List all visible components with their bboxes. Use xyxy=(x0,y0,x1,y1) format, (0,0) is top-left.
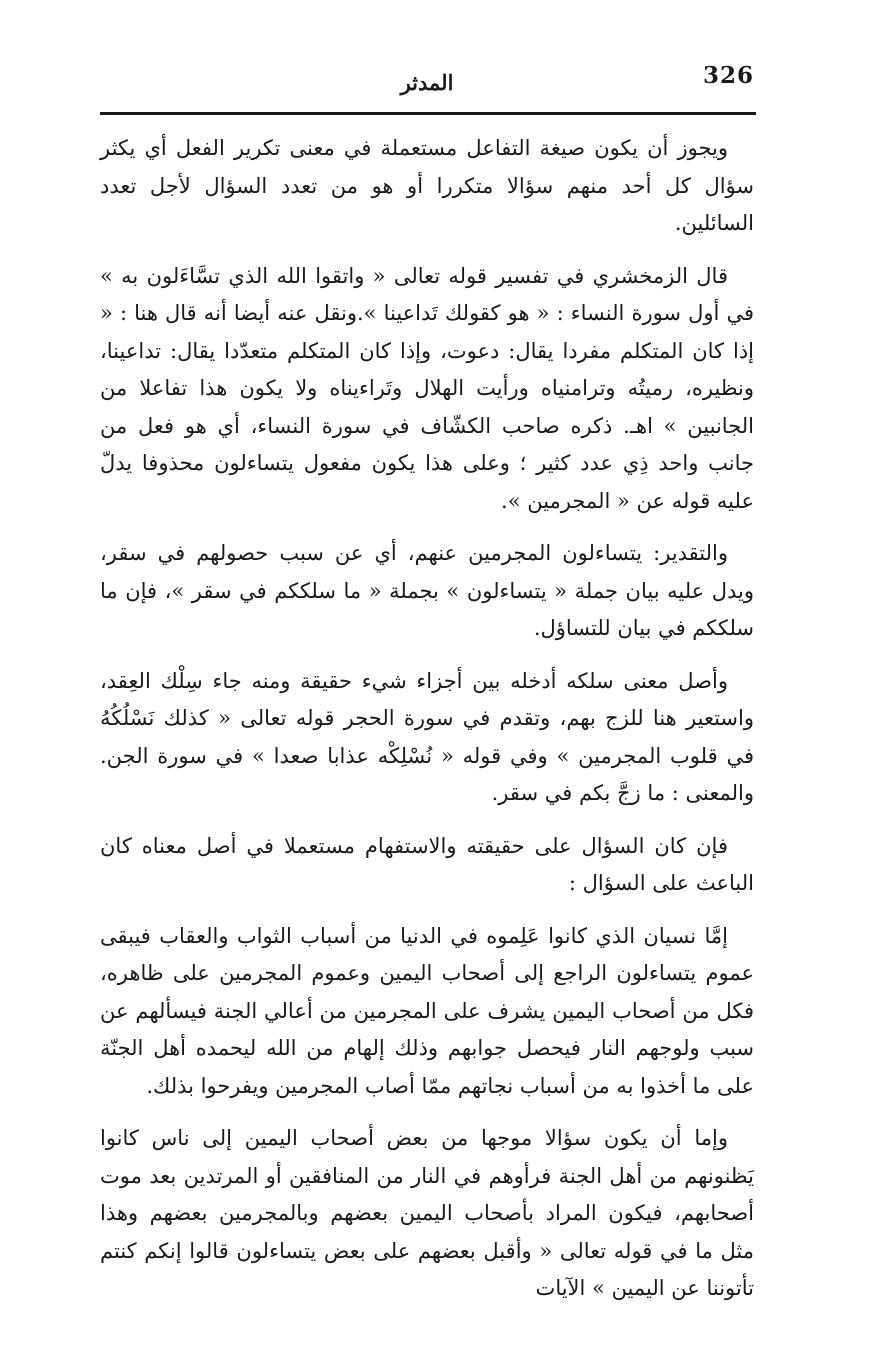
paragraph: وأصل معنى سلكه أدخله بين أجزاء شيء حقيقة ومنه جاء سِلْك العِقد، واستعير هنا للزج بهم، وتقدم في سورة الحجر قوله تعالى « كذلك نَسْلُكُهُ في قلوب المجرمين » وفي قوله « نُسْلِكْه عذابا صعدا » في سورة الجن. والمعنى : ما زجَّ بكم في سقر. xyxy=(100,668,754,805)
page-header xyxy=(100,62,754,106)
paragraph: إمَّا نسيان الذي كانوا عَلِموه في الدنيا من أسباب الثواب والعقاب فيبقى عموم يتساءلون الراجع إلى أصحاب اليمين وعموم المجرمين على ظاهره، فكل من أصحاب اليمين يشرف على المجرمين من أعالي الجنة فيسألهم عن سبب ولوجهم النار فيحصل جوابهم وذلك إلهام من الله ليحمده أهل الجنّة على ما أخذوا به من أسباب نجاتهم ممّا أصاب المجرمين ويفرحوا بذلك. xyxy=(100,923,754,1098)
page-body xyxy=(100,130,754,1323)
paragraph: ويجوز أن يكون صيغة التفاعل مستعملة في معنى تكرير الفعل أي يكثر سؤال كل أحد منهم سؤالا متكررا أو هو من تعدد السؤال لأجل تعدد السائلين. xyxy=(100,136,754,235)
paragraph: قال الزمخشري في تفسير قوله تعالى « واتقوا الله الذي تسَّاءَلون به » في أول سورة النساء : « هو كقولك تَداعينا ».ونقل عنه أيضا أنه قال هنا : « إذا كان المتكلم مفردا يقال: دعوت، وإذا كان المتكلم متعدّدا يقال: تداعينا، ونظيره، رميتُه وترامنياه ورأيت الهلال وتَراءيناه ولا يكون هذا تفاعلا من الجانبين » اهـ. ذكره صاحب الكشّاف في سورة النساء، أي هو فعل من جانب واحد ذِي عدد كثير ؛ وعلى هذا يكون مفعول يتساءلون محذوفا يدلّ عليه قوله عن « المجرمين ». xyxy=(100,263,754,513)
header-rule xyxy=(100,112,756,115)
page-number: 326 xyxy=(702,62,754,89)
running-title: المدثر xyxy=(400,70,454,95)
paragraph: والتقدير: يتساءلون المجرمين عنهم، أي عن سبب حصولهم في سقر، ويدل عليه بيان جملة « يتساءلون » بجملة « ما سلككم في سقر »، فإن ما سلككم في بيان للتساؤل. xyxy=(100,541,754,640)
paragraph: فإن كان السؤال على حقيقته والاستفهام مستعملا في أصل معناه كان الباعث على السؤال : xyxy=(100,833,754,895)
paragraph: وإما أن يكون سؤالا موجها من بعض أصحاب اليمين إلى ناس كانوا يَظنونهم من أهل الجنة فرأوهم في النار من المنافقين أو المرتدين بعد موت أصحابهم، فيكون المراد بأصحاب اليمين بعضهم وبالمجرمين بعضهم وهذا مثل ما في قوله تعالى « وأقبل بعضهم على بعض يتساءلون قالوا إنكم كنتم تأتوننا عن اليمين » الآيات xyxy=(100,1126,754,1300)
